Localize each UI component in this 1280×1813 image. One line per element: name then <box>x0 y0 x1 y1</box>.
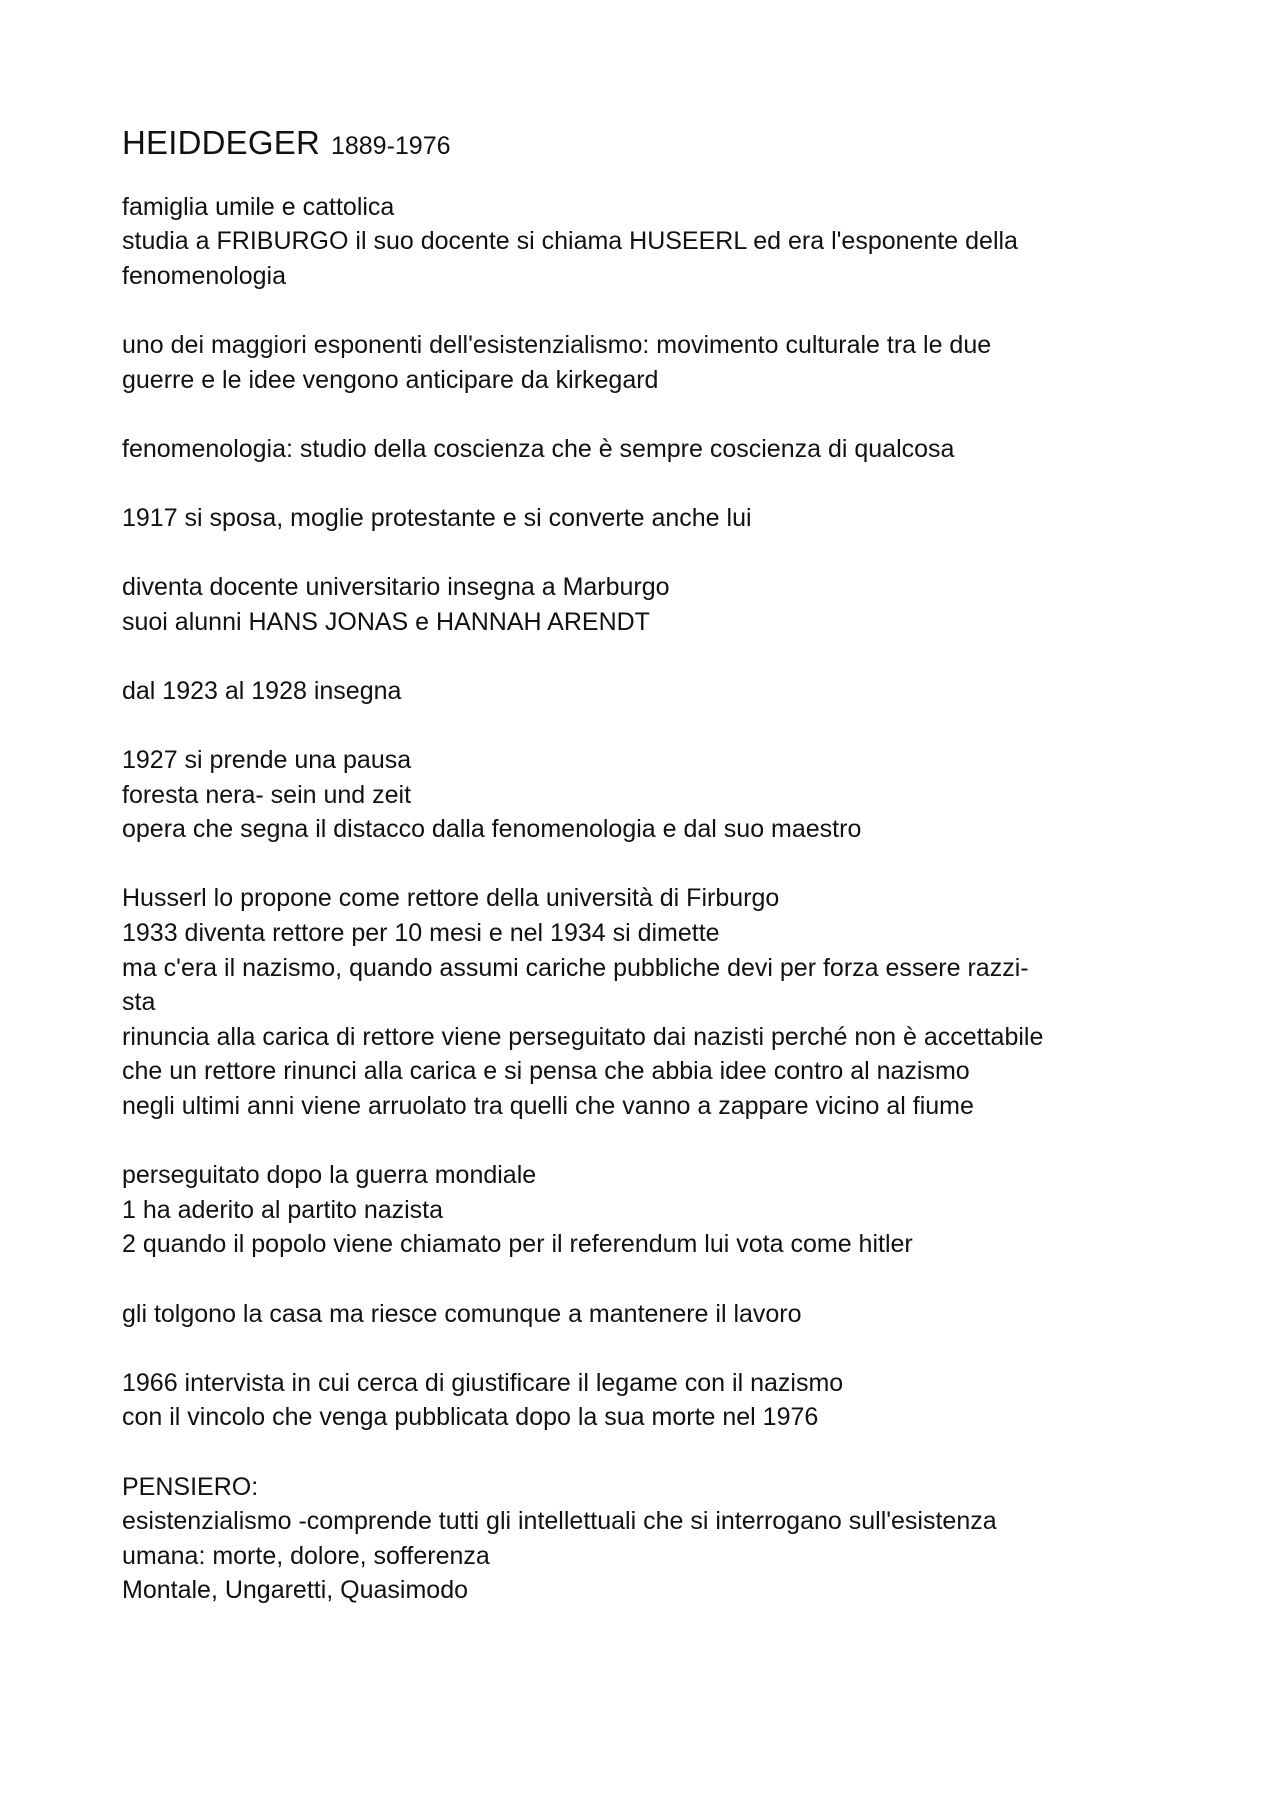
text-line: fenomenologia <box>122 261 287 290</box>
paragraph <box>122 1470 1182 1608</box>
text-line: 1 ha aderito al partito nazista <box>122 1195 444 1224</box>
paragraph-list <box>122 190 1182 1608</box>
paragraph <box>122 328 1182 397</box>
text-line: ma c'era il nazismo, quando assumi cariche pubbliche devi per forza essere razzi- <box>122 953 1029 982</box>
text-line: diventa docente universitario insegna a Marburgo <box>122 573 670 602</box>
paragraph <box>122 1297 1182 1332</box>
title-line <box>122 126 1182 164</box>
text-line: famiglia umile e cattolica <box>122 192 395 221</box>
text-line: guerre e le idee vengono anticipare da kirkegard <box>122 365 659 394</box>
text-line: Montale, Ungaretti, Quasimodo <box>122 1576 469 1605</box>
text-line: con il vincolo che venga pubblicata dopo la sua morte nel 1976 <box>122 1403 819 1432</box>
text-line: suoi alunni HANS JONAS e HANNAH ARENDT <box>122 607 650 636</box>
text-line: uno dei maggiori esponenti dell'esistenzialismo: movimento culturale tra le due <box>122 330 992 359</box>
text-line: studia a FRIBURGO il suo docente si chiama HUSEERL ed era l'esponente della <box>122 227 1018 256</box>
text-line: che un rettore rinunci alla carica e si pensa che abbia idee contro al nazismo <box>122 1057 970 1086</box>
paragraph <box>122 1158 1182 1262</box>
text-line: sta <box>122 988 156 1017</box>
paragraph <box>122 570 1182 639</box>
paragraph <box>122 501 1182 536</box>
title-years: 1889-1976 <box>330 132 451 160</box>
text-line: perseguitato dopo la guerra mondiale <box>122 1161 537 1190</box>
text-line: gli tolgono la casa ma riesce comunque a mantenere il lavoro <box>122 1299 802 1328</box>
paragraph <box>122 432 1182 467</box>
paragraph <box>122 1366 1182 1435</box>
text-line: opera che segna il distacco dalla fenomenologia e dal suo maestro <box>122 815 862 844</box>
text-line: dal 1923 al 1928 insegna <box>122 676 402 705</box>
text-line: 1927 si prende una pausa <box>122 746 412 775</box>
text-line: Husserl lo propone come rettore della università di Firburgo <box>122 884 780 913</box>
paragraph <box>122 743 1182 847</box>
text-line: foresta nera- sein und zeit <box>122 780 412 809</box>
text-line: 1917 si sposa, moglie protestante e si converte anche lui <box>122 503 752 532</box>
document-body <box>122 126 1182 1643</box>
text-line: esistenzialismo -comprende tutti gli intellettuali che si interrogano sull'esistenza <box>122 1507 997 1536</box>
paragraph <box>122 881 1182 1123</box>
paragraph <box>122 190 1182 294</box>
paragraph <box>122 674 1182 709</box>
text-line: fenomenologia: studio della coscienza che è sempre coscienza di qualcosa <box>122 434 955 463</box>
page-title: HEIDDEGER <box>122 124 320 161</box>
text-line: 2 quando il popolo viene chiamato per il referendum lui vota come hitler <box>122 1230 913 1259</box>
text-line: 1933 diventa rettore per 10 mesi e nel 1934 si dimette <box>122 919 720 948</box>
text-line: negli ultimi anni viene arruolato tra quelli che vanno a zappare vicino al fiume <box>122 1092 974 1121</box>
text-line: PENSIERO: <box>122 1472 259 1501</box>
text-line: umana: morte, dolore, sofferenza <box>122 1541 490 1570</box>
text-line: rinuncia alla carica di rettore viene perseguitato dai nazisti perché non è accettabile <box>122 1022 1044 1051</box>
text-line: 1966 intervista in cui cerca di giustificare il legame con il nazismo <box>122 1368 844 1397</box>
